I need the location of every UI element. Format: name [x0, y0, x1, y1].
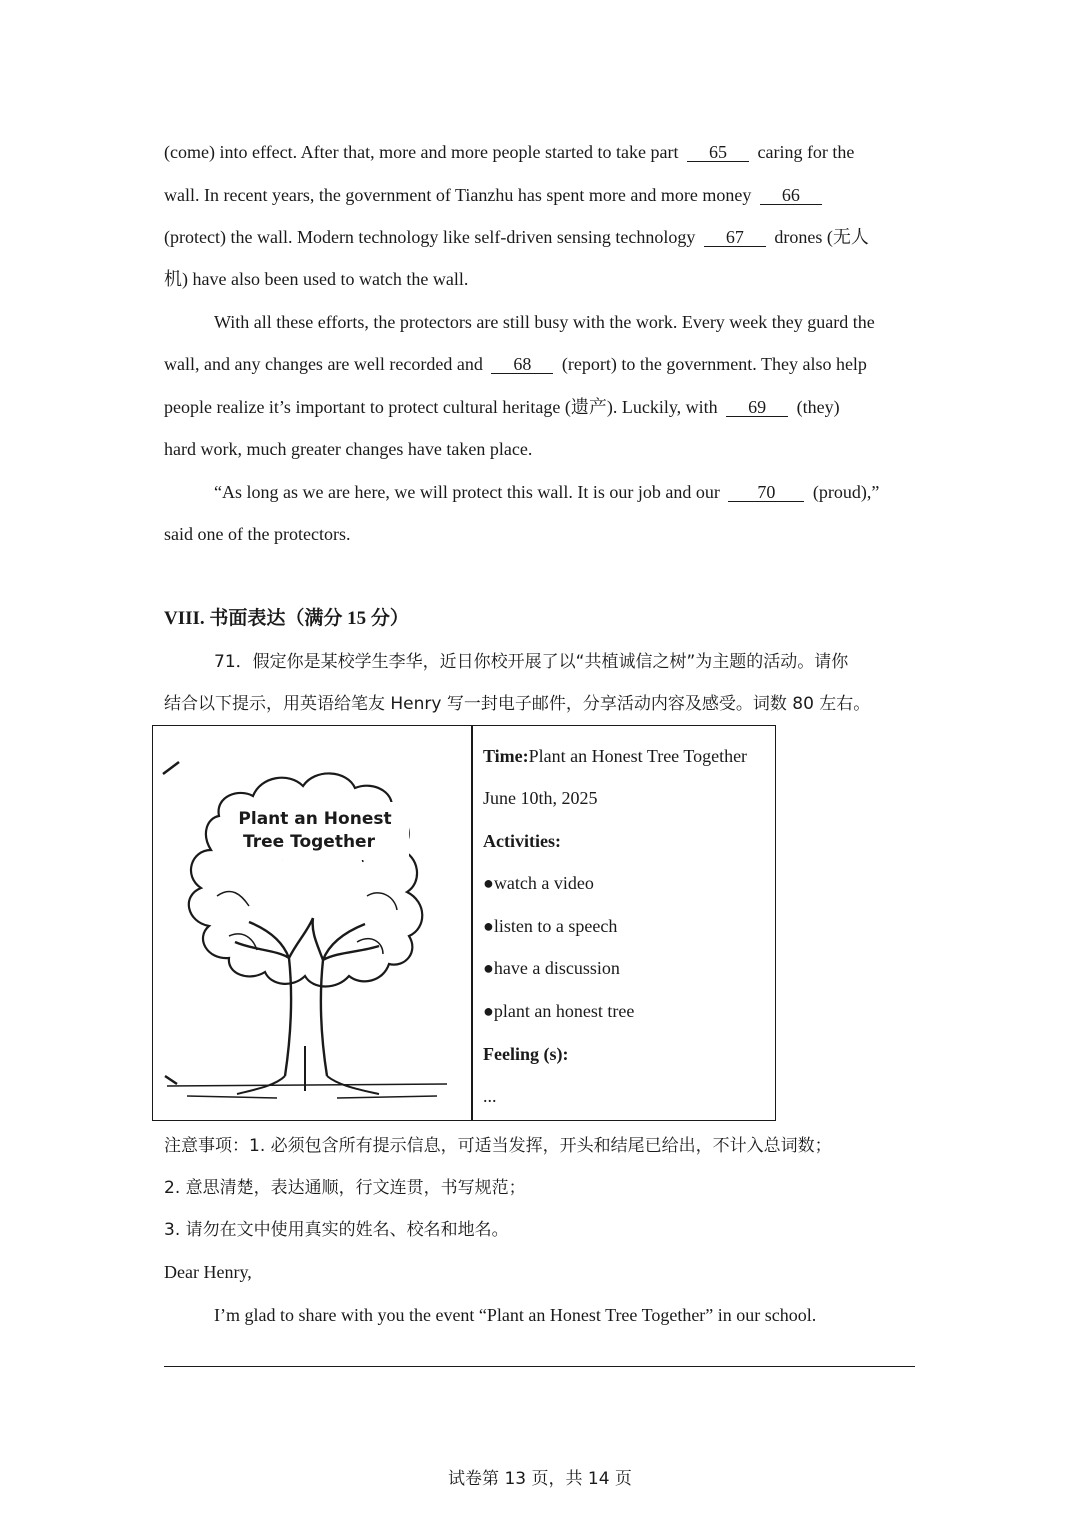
blank-69: 69	[726, 398, 788, 417]
question-71-line-2: 结合以下提示，用英语给笔友 Henry 写一封电子邮件，分享活动内容及感受。词数 80 左右。	[164, 694, 871, 714]
letter-salutation: Dear Henry,	[164, 1262, 252, 1282]
note-1: 注意事项：1. 必须包含所有提示信息，可适当发挥，开头和结尾已给出，不计入总词数；	[164, 1136, 832, 1156]
passage-line-3	[164, 225, 869, 249]
table-divider	[471, 726, 473, 1120]
feelings-label: Feeling (s):	[483, 1044, 569, 1064]
section-title: VIII. 书面表达（满分 15 分）	[164, 608, 409, 629]
text: (report) to the government. They also help	[561, 354, 867, 374]
activity-item: ●have a discussion	[483, 958, 620, 978]
passage-line-5: With all these efforts, the protectors are still busy with the work. Every week they guard the	[214, 312, 875, 332]
passage-line-7	[164, 395, 840, 419]
activity-item: ●listen to a speech	[483, 916, 618, 936]
passage-line-2	[164, 183, 826, 207]
activity-item: ●watch a video	[483, 873, 594, 893]
text: (proud),”	[812, 482, 880, 502]
page-footer: 试卷第 13 页，共 14 页	[448, 1469, 632, 1489]
feelings-ellipsis: ...	[483, 1086, 497, 1106]
date-row: June 10th, 2025	[483, 788, 598, 808]
text: wall, and any changes are well recorded and	[164, 354, 483, 374]
text: “As long as we are here, we will protect this wall. It is our job and our	[214, 482, 720, 502]
text: (they)	[796, 397, 840, 417]
note-3: 3. 请勿在文中使用真实的姓名、校名和地名。	[164, 1220, 509, 1240]
tree-caption-line-1: Plant an Honest	[238, 809, 392, 829]
passage-line-10: said one of the protectors.	[164, 524, 351, 544]
time-row	[483, 744, 747, 768]
passage-line-1	[164, 140, 854, 164]
writing-line	[164, 1366, 915, 1367]
passage-line-4: 机) have also been used to watch the wall.	[164, 269, 469, 289]
activities-label: Activities:	[483, 831, 561, 851]
passage-line-6	[164, 352, 867, 376]
tree-illustration	[157, 746, 457, 1116]
letter-opening: I’m glad to share with you the event “Plant an Honest Tree Together” in our school.	[214, 1305, 817, 1325]
passage-line-8: hard work, much greater changes have taken place.	[164, 439, 533, 459]
question-71-line-1: 71．假定你是某校学生李华，近日你校开展了以“共植诚信之树”为主题的活动。请你	[214, 652, 849, 672]
prompt-table	[152, 725, 776, 1121]
blank-67: 67	[704, 228, 766, 247]
text: caring for the	[757, 142, 855, 162]
text: (protect) the wall. Modern technology like self-driven sensing technology	[164, 227, 696, 247]
tree-caption-line-2: Tree Together	[243, 832, 375, 852]
note-2: 2. 意思清楚，表达通顺，行文连贯，书写规范；	[164, 1178, 526, 1198]
time-value: Plant an Honest Tree Together	[528, 746, 748, 766]
passage-line-9	[214, 480, 879, 504]
time-label: Time:	[483, 746, 529, 766]
blank-68: 68	[491, 355, 553, 374]
tree-icon	[157, 746, 457, 1116]
blank-65: 65	[687, 143, 749, 162]
blank-66: 66	[760, 186, 822, 205]
blank-70: 70	[728, 483, 804, 502]
text: wall. In recent years, the government of Tianzhu has spent more and more money	[164, 185, 752, 205]
activity-item: ●plant an honest tree	[483, 1001, 635, 1021]
text: people realize it’s important to protect cultural heritage (遗产). Luckily, with	[164, 397, 718, 417]
text: (come) into effect. After that, more and more people started to take part	[164, 142, 679, 162]
text: drones (无人	[774, 227, 869, 247]
